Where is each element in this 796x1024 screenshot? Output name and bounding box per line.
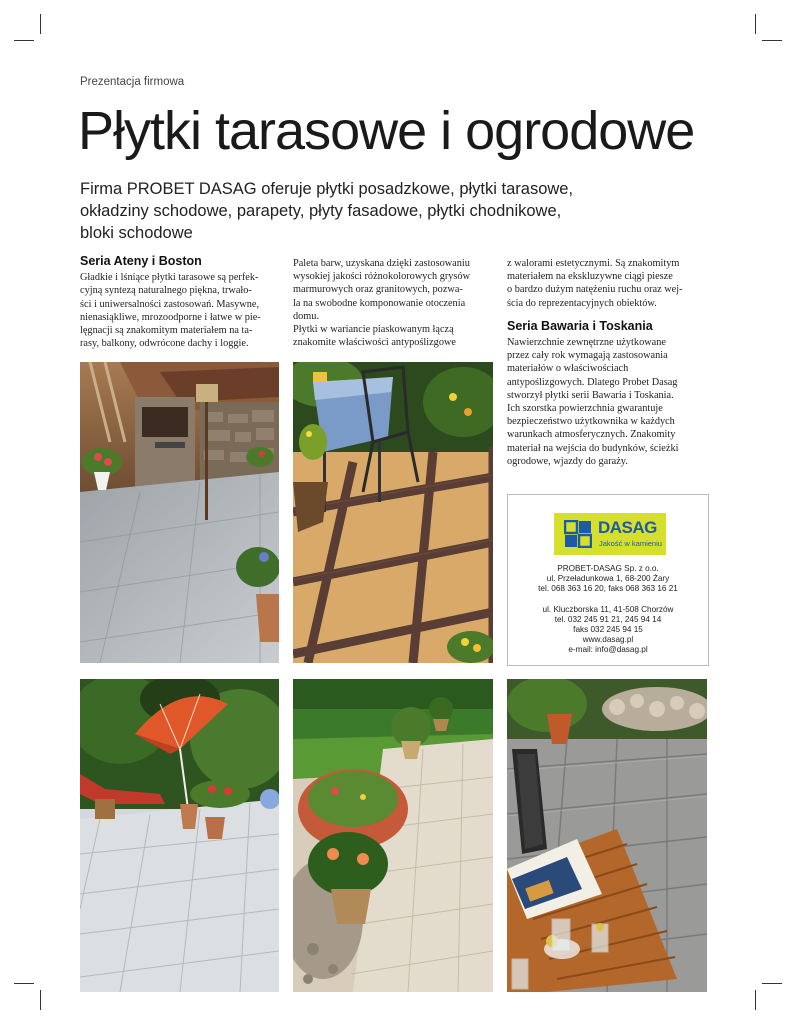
text-line: wysokiej jakości różnokolorowych grysów [293, 271, 471, 283]
text-line: materiałem na ekskluzywne ciągi piesze [507, 271, 673, 283]
text-line: bezpieczeństwo użytkownika w każdych [507, 416, 675, 428]
text-line: la na swobodne komponowanie otoczenia [293, 297, 466, 309]
text-line: ści i uniwersalności zastosowań. Masywne, [80, 298, 260, 310]
text-line: cyjną syntezą naturalnego piękna, trwało- [80, 285, 252, 297]
logo-brand-text: DASAG [598, 518, 657, 537]
body-text [293, 257, 493, 349]
photo-illustration [293, 679, 493, 992]
photo-grey-tiles-teak-table [507, 679, 707, 992]
text-line: nienasiąkliwe, mrozoodporne i łatwe w pie- [80, 311, 261, 323]
text-line: marmurowych oraz granitowych, pozwa- [293, 284, 463, 296]
text-line: warunkach atmosferycznych. Znakomity [507, 429, 676, 441]
text-line: przez cały rok wymagają zastosowania [507, 350, 668, 362]
heading-bawaria-toskania: Seria Bawaria i Toskania [507, 318, 653, 333]
column-ateny-boston [80, 255, 280, 350]
phone-1: tel. 068 363 16 20, faks 068 363 16 21 [538, 584, 678, 593]
crop-mark [755, 14, 756, 34]
address-1: ul. Przeładunkowa 1, 68-200 Żary [546, 574, 670, 583]
lead-paragraph [80, 178, 690, 244]
crop-mark [762, 983, 782, 984]
logo-tagline: Jakość w kamieniu [599, 539, 662, 548]
fax-2: faks 032 245 94 15 [573, 625, 643, 634]
text-line: antypoślizgowych. Dlatego Probet Dasag [507, 376, 678, 388]
address-2: ul. Kluczborska 11, 41-508 Chorzów [542, 605, 674, 614]
body-text [80, 271, 280, 350]
body-text [507, 257, 712, 310]
column-middle [293, 257, 493, 349]
crop-mark [755, 990, 756, 1010]
lead-line: Firma PROBET DASAG oferuje płytki posadzkowe, płytki tarasowe, [80, 180, 574, 198]
crop-mark [14, 40, 34, 41]
text-line: ogrodowe, wjazdy do garaży. [507, 455, 628, 467]
lead-line: bloki schodowe [80, 224, 193, 242]
crop-mark [14, 983, 34, 984]
photo-stone-terrace-grill [80, 362, 279, 663]
crop-mark [762, 40, 782, 41]
text-line: lęgnacji są znakomitym materiałem na ta- [80, 325, 253, 337]
text-line: Nawierzchnie zewnętrzne użytkowane [507, 337, 666, 349]
text-line: materiał na wejścia do budynków, ścieżki [507, 442, 679, 454]
text-line: z walorami estetycznymi. Są znakomitym [507, 258, 680, 269]
body-text [507, 336, 712, 468]
lead-line: okładziny schodowe, parapety, płyty fasadowe, płytki chodnikowe, [80, 202, 562, 220]
dasag-logo [554, 513, 666, 555]
crop-mark [40, 990, 41, 1010]
section-label: Prezentacja firmowa [80, 76, 185, 88]
website-link[interactable]: www.dasag.pl [582, 635, 634, 644]
photo-garden-path [293, 679, 493, 992]
text-line: stworzył płytki serii Bawaria i Toskania. [507, 389, 674, 401]
text-line: domu. [293, 310, 320, 322]
text-line: Płytki w wariancie piaskowanym łączą [293, 324, 454, 336]
phone-2: tel. 032 245 91 21, 245 94 14 [554, 615, 662, 624]
contact-box [507, 494, 709, 666]
heading-ateny-boston: Seria Ateny i Boston [80, 254, 202, 268]
page-title: Płytki tarasowe i ogrodowe [78, 101, 695, 161]
crop-mark [40, 14, 41, 34]
photo-illustration [293, 362, 493, 663]
photo-illustration [80, 679, 279, 992]
photo-parasol-terrace [80, 679, 279, 992]
photo-sand-tiles-table [293, 362, 493, 663]
text-line: rasy, balkony, odwrócone dachy i loggie. [80, 338, 249, 350]
text-line: Ich szorstka powierzchnia gwarantuje [507, 403, 663, 415]
email-link[interactable]: e-mail: info@dasag.pl [568, 645, 648, 654]
text-line: materiałów o właściwościach [507, 363, 629, 375]
photo-illustration [507, 679, 707, 992]
text-line: znakomite właściwości antypoślizgowe [293, 337, 456, 349]
text-line: o bardzo dużym natężeniu ruchu oraz wej- [507, 284, 683, 296]
text-line: Paleta barw, uzyskana dzięki zastosowaniu [293, 258, 470, 269]
text-line: ścia do reprezentacyjnych obiektów. [507, 297, 657, 309]
text-line: Gładkie i lśniące płytki tarasowe są perfek- [80, 272, 259, 284]
dasag-logo-mark-icon [564, 520, 592, 548]
photo-illustration [80, 362, 279, 663]
company-name: PROBET-DASAG Sp. z o.o. [557, 564, 659, 573]
column-right [507, 257, 712, 468]
